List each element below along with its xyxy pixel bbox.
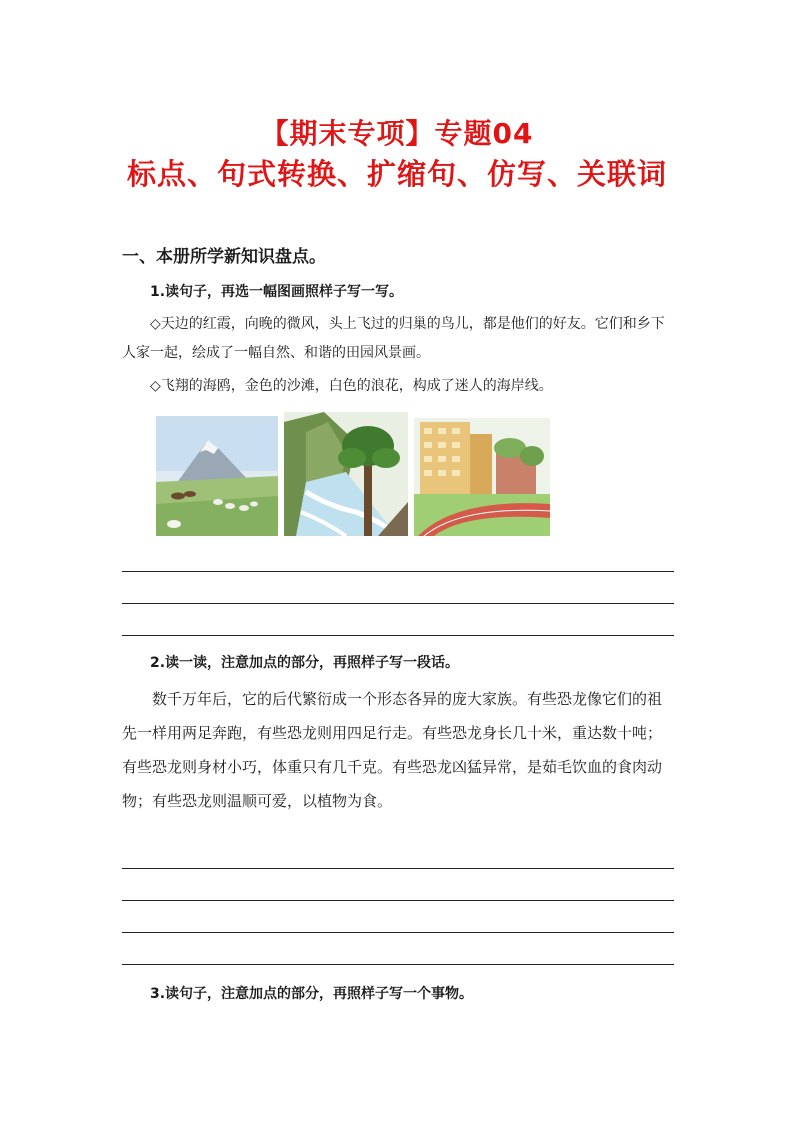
- title-line-1: 【期末专项】专题04: [260, 117, 534, 150]
- question-2-label: 2.读一读，注意加点的部分，再照样子写一段话。: [150, 655, 460, 671]
- example-sentence-1: ◇天边的红霞，向晚的微风，头上飞过的归巢的鸟儿，都是他们的好友。它们和乡下人家一起，绘成了一幅自然、和谐的田园风景画。: [122, 316, 665, 361]
- title-line-2: 标点、句式转换、扩缩句、仿写、关联词: [126, 157, 667, 191]
- question-3-label: 3.读句子，注意加点的部分，再照样子写一个事物。: [150, 986, 474, 1002]
- answer-line[interactable]: [122, 932, 674, 933]
- answer-line[interactable]: [122, 603, 674, 604]
- grassland-mountain-picture: [156, 416, 278, 536]
- answer-line[interactable]: [122, 964, 674, 965]
- school-building-picture: [414, 418, 550, 536]
- section-heading: 一、本册所学新知识盘点。: [122, 247, 326, 267]
- dinosaur-passage: 数千万年后，它的后代繁衍成一个形态各异的庞大家族。有些恐龙像它们的祖先一样用两足奔跑，有些恐龙则用四足行走。有些恐龙身长几十米，重达数十吨；有些恐龙则身材小巧，体重只有几千克。有些恐龙凶猛异常，是茹毛饮血的食肉动物；有些恐龙则温顺可爱，以植物为食。: [122, 690, 663, 810]
- answer-line[interactable]: [122, 868, 674, 869]
- answer-line[interactable]: [122, 635, 674, 636]
- answer-line[interactable]: [122, 571, 674, 572]
- example-sentence-2: ◇飞翔的海鸥，金色的沙滩，白色的浪花，构成了迷人的海岸线。: [150, 378, 553, 394]
- answer-line[interactable]: [122, 900, 674, 901]
- question-1-label: 1.读句子，再选一幅图画照样子写一写。: [150, 284, 404, 300]
- picture-strip: [156, 412, 550, 540]
- forest-waterfall-picture: [284, 412, 408, 536]
